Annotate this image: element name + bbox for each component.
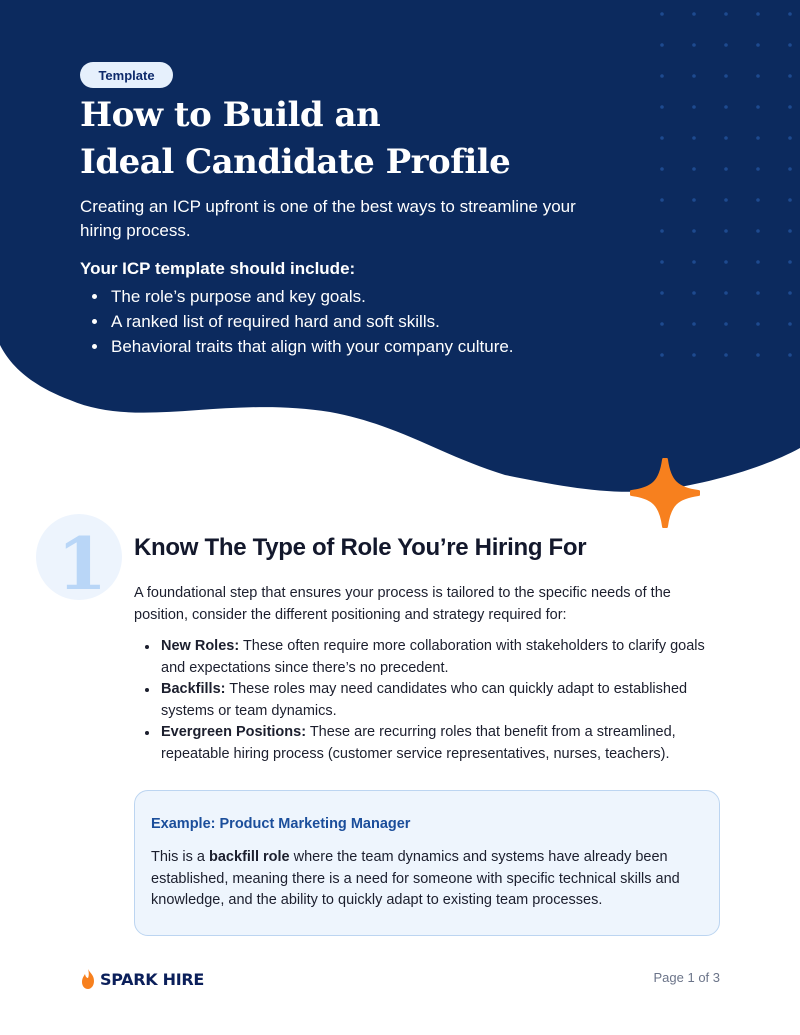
page-subtitle: Creating an ICP upfront is one of the best ways to streamline your hiring process. [80, 197, 576, 240]
grid-dot [692, 353, 696, 357]
grid-dot [692, 74, 696, 78]
grid-dot [724, 105, 728, 109]
grid-dot [756, 198, 760, 202]
grid-dot [724, 136, 728, 140]
include-heading: Your ICP template should include: [80, 259, 356, 278]
grid-dot [692, 12, 696, 16]
example-body [151, 847, 711, 912]
grid-dot [788, 229, 792, 233]
grid-dot [660, 291, 664, 295]
grid-dot [756, 167, 760, 171]
spark-hire-logo [80, 968, 204, 990]
page-number: Page 1 of 3 [653, 970, 720, 985]
example-callout [134, 790, 720, 936]
grid-dot [788, 353, 792, 357]
grid-dot [724, 260, 728, 264]
section-intro: A foundational step that ensures your process is tailored to the specific needs of the position, consider the different positioning and strategy required for: [134, 585, 671, 623]
role-type-term: New Roles: [161, 638, 240, 654]
grid-dot [692, 291, 696, 295]
include-list [90, 284, 514, 359]
grid-dot [724, 43, 728, 47]
grid-dot [660, 198, 664, 202]
example-body-before: This is a [151, 849, 210, 865]
grid-dot [724, 229, 728, 233]
grid-dot [756, 353, 760, 357]
example-title: Example: Product Marketing Manager [151, 816, 411, 832]
grid-dot [692, 43, 696, 47]
grid-dot [788, 43, 792, 47]
grid-dot [788, 198, 792, 202]
grid-dot [788, 322, 792, 326]
grid-dot [756, 322, 760, 326]
grid-dot [660, 322, 664, 326]
role-type-text: These roles may need candidates who can quickly adapt to established systems or team dynamics. [161, 681, 688, 719]
grid-dot [660, 43, 664, 47]
include-item: The role’s purpose and key goals. [90, 284, 514, 309]
include-item: A ranked list of required hard and soft skills. [90, 309, 514, 334]
grid-dot [660, 353, 664, 357]
role-type-item [143, 679, 723, 722]
grid-dot [756, 229, 760, 233]
grid-dot [756, 136, 760, 140]
grid-dot [756, 105, 760, 109]
grid-dot [660, 105, 664, 109]
grid-dot [692, 167, 696, 171]
grid-dot [724, 12, 728, 16]
grid-dot [724, 322, 728, 326]
role-type-text: These are recurring roles that benefit from a streamlined, repeatable hiring process (customer service representatives, nurses, teachers). [161, 724, 676, 762]
grid-dot [756, 74, 760, 78]
grid-dot [692, 260, 696, 264]
template-badge [80, 62, 173, 88]
page-title-line2: Ideal Candidate Profile [80, 142, 511, 182]
grid-dot [724, 167, 728, 171]
grid-dot [788, 12, 792, 16]
grid-dot [660, 136, 664, 140]
role-type-term: Evergreen Positions: [161, 724, 307, 740]
grid-dot [788, 136, 792, 140]
grid-dot [724, 353, 728, 357]
flame-logo-icon [80, 968, 96, 990]
grid-dot [660, 260, 664, 264]
grid-dot [660, 229, 664, 233]
sparkle-icon [630, 458, 700, 528]
grid-dot [692, 322, 696, 326]
grid-dot [788, 105, 792, 109]
grid-dot [660, 74, 664, 78]
example-body-bold: backfill role [209, 849, 290, 865]
grid-dot [788, 167, 792, 171]
include-item: Behavioral traits that align with your company culture. [90, 334, 514, 359]
grid-dot [788, 260, 792, 264]
grid-dot [660, 12, 664, 16]
example-body-after: where the team dynamics and systems have already been established, meaning there is a need for someone with specific technical skills and knowledge, and the ability to quickly adapt to existing team processes. [151, 849, 680, 908]
grid-dot [692, 198, 696, 202]
grid-dot [692, 105, 696, 109]
grid-dot [724, 198, 728, 202]
grid-dot [756, 260, 760, 264]
template-badge-label: Template [98, 67, 155, 83]
section-title: Know The Type of Role You’re Hiring For [134, 534, 587, 561]
grid-dot [724, 74, 728, 78]
role-type-item [143, 636, 723, 679]
grid-dot [724, 291, 728, 295]
section-number: 1 [56, 521, 108, 606]
role-type-list [143, 636, 723, 765]
page-title [80, 92, 510, 186]
grid-dot [788, 291, 792, 295]
grid-dot [692, 136, 696, 140]
grid-dot [756, 43, 760, 47]
role-type-term: Backfills: [161, 681, 226, 697]
role-type-text: These often require more collaboration with stakeholders to clarify goals and expectations since there’s no precedent. [161, 638, 705, 676]
logo-text: SPARK HIRE [100, 969, 205, 989]
grid-dot [756, 12, 760, 16]
grid-dot [788, 74, 792, 78]
grid-dot [692, 229, 696, 233]
role-type-item [143, 722, 723, 765]
page-title-line1: How to Build an [80, 95, 381, 135]
grid-dot [756, 291, 760, 295]
grid-dot [660, 167, 664, 171]
